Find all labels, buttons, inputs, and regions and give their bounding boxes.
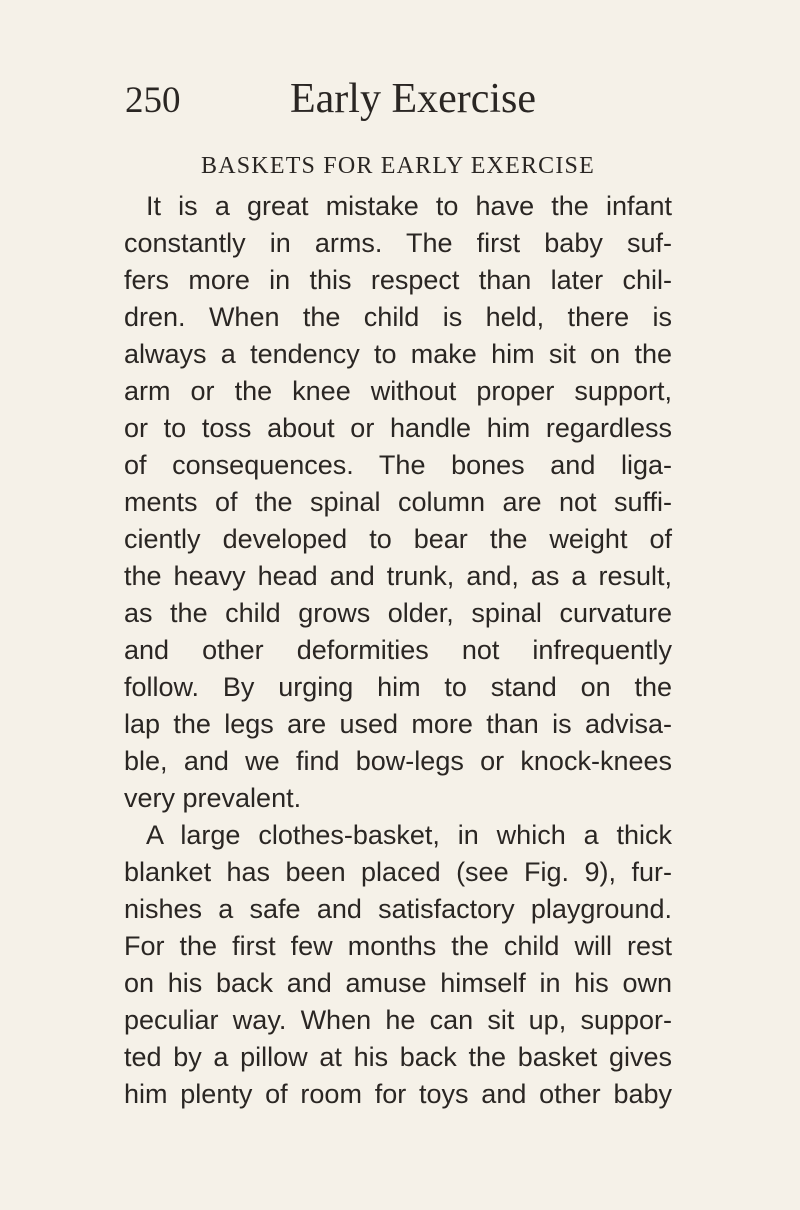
text-line: or to toss about or handle him regardless [124,413,672,443]
paragraph-1 [124,188,672,817]
text-line: the heavy head and trunk, and, as a result, [124,561,672,591]
paragraph-2 [124,817,672,1113]
text-line: follow. By urging him to stand on the [124,672,672,702]
section-heading: BASKETS FOR EARLY EXERCISE [201,153,595,179]
text-line: peculiar way. When he can sit up, suppor- [124,1005,672,1035]
text-line: For the first few months the child will rest [124,931,672,961]
text-line: ted by a pillow at his back the basket gives [124,1042,672,1072]
text-line: blanket has been placed (see Fig. 9), fur- [124,857,672,887]
text-line: dren. When the child is held, there is [124,302,672,332]
text-line: nishes a safe and satisfactory playground. [124,894,672,924]
text-line: ments of the spinal column are not suffi- [124,487,672,517]
text-line: on his back and amuse himself in his own [124,968,672,998]
text-line: him plenty of room for toys and other baby [124,1079,672,1109]
text-line: It is a great mistake to have the infant [146,191,672,221]
text-line: ble, and we find bow-legs or knock-knees [124,746,672,776]
page-content [124,150,672,1113]
running-head [125,78,685,130]
text-line: very prevalent. [124,783,302,813]
text-line: of consequences. The bones and liga- [124,450,672,480]
text-line: fers more in this respect than later chil- [124,265,672,295]
text-line: ciently developed to bear the weight of [124,524,672,554]
text-line: constantly in arms. The first baby suf- [124,228,672,258]
running-title: Early Exercise [290,76,537,122]
page-number: 250 [125,80,181,121]
text-line: arm or the knee without proper support, [124,376,672,406]
text-line: always a tendency to make him sit on the [124,339,672,369]
text-line: and other deformities not infrequently [124,635,672,665]
text-line: as the child grows older, spinal curvature [124,598,672,628]
text-line: A large clothes-basket, in which a thick [146,820,672,850]
text-line: lap the legs are used more than is advisa- [124,709,672,739]
